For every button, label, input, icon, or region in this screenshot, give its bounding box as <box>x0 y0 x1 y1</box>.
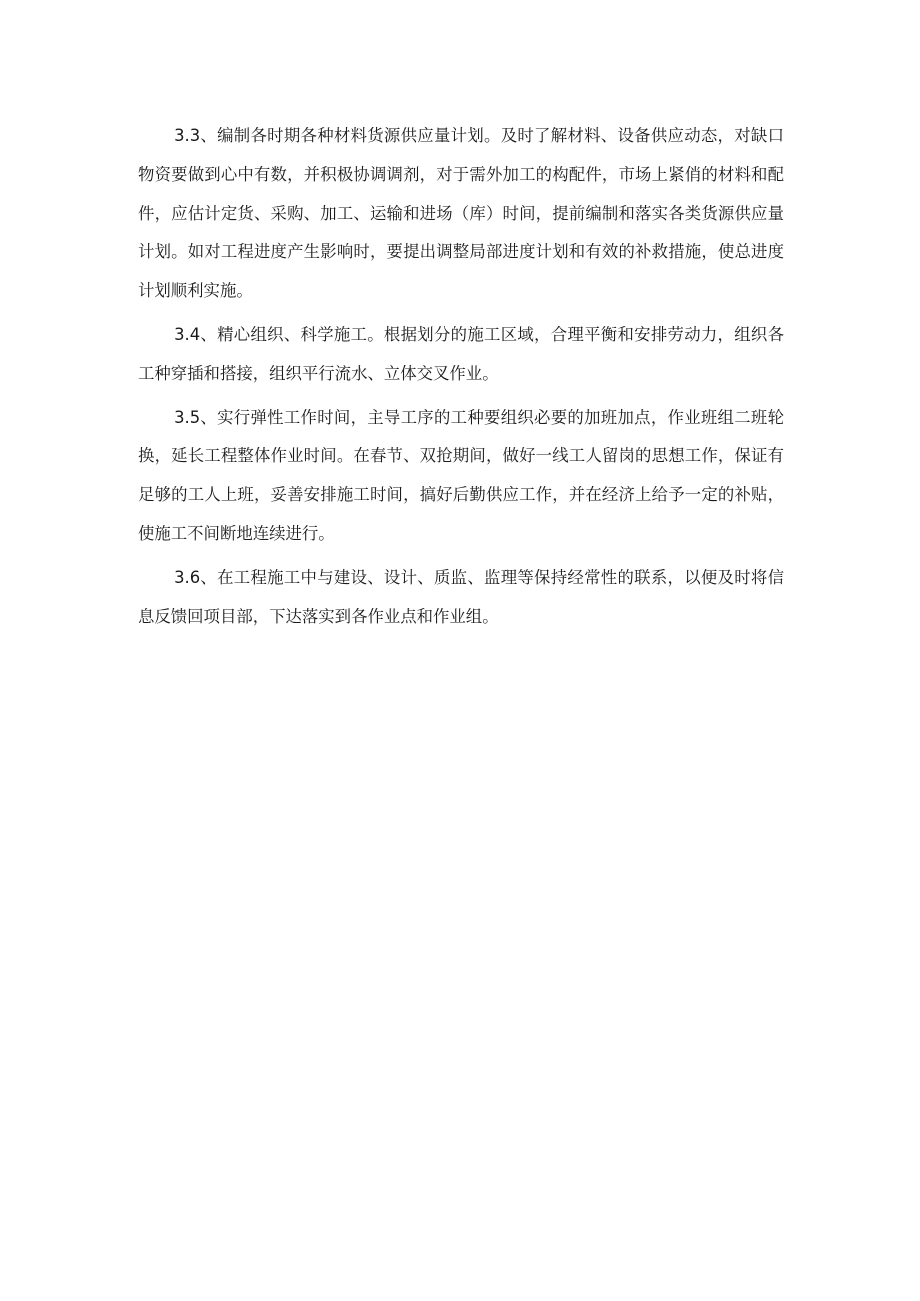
paragraph-3-3: 3.3、编制各时期各种材料货源供应量计划。及时了解材料、设备供应动态，对缺口物资要做到心中有数，并积极协调调剂，对于需外加工的构配件，市场上紧俏的材料和配件，应估计定货、采购、加工、运输和进场（库）时间，提前编制和落实各类货源供应量计划。如对工程进度产生影响时，要提出调整局部进度计划和有效的补救措施，使总进度计划顺利实施。 <box>138 126 784 301</box>
document-body <box>138 117 784 641</box>
paragraph-3-6: 3.6、在工程施工中与建设、设计、质监、监理等保持经常性的联系，以便及时将信息反馈回项目部，下达落实到各作业点和作业组。 <box>138 567 784 626</box>
paragraph-3-5: 3.5、实行弹性工作时间，主导工序的工种要组织必要的加班加点，作业班组二班轮换，延长工程整体作业时间。在春节、双抢期间，做好一线工人留岗的思想工作，保证有足够的工人上班，妥善安排施工时间，搞好后勤供应工作，并在经济上给予一定的补贴，使施工不间断地连续进行。 <box>138 407 784 543</box>
paragraph-3-4: 3.4、精心组织、科学施工。根据划分的施工区域，合理平衡和安排劳动力，组织各工种穿插和搭接，组织平行流水、立体交叉作业。 <box>138 324 784 383</box>
